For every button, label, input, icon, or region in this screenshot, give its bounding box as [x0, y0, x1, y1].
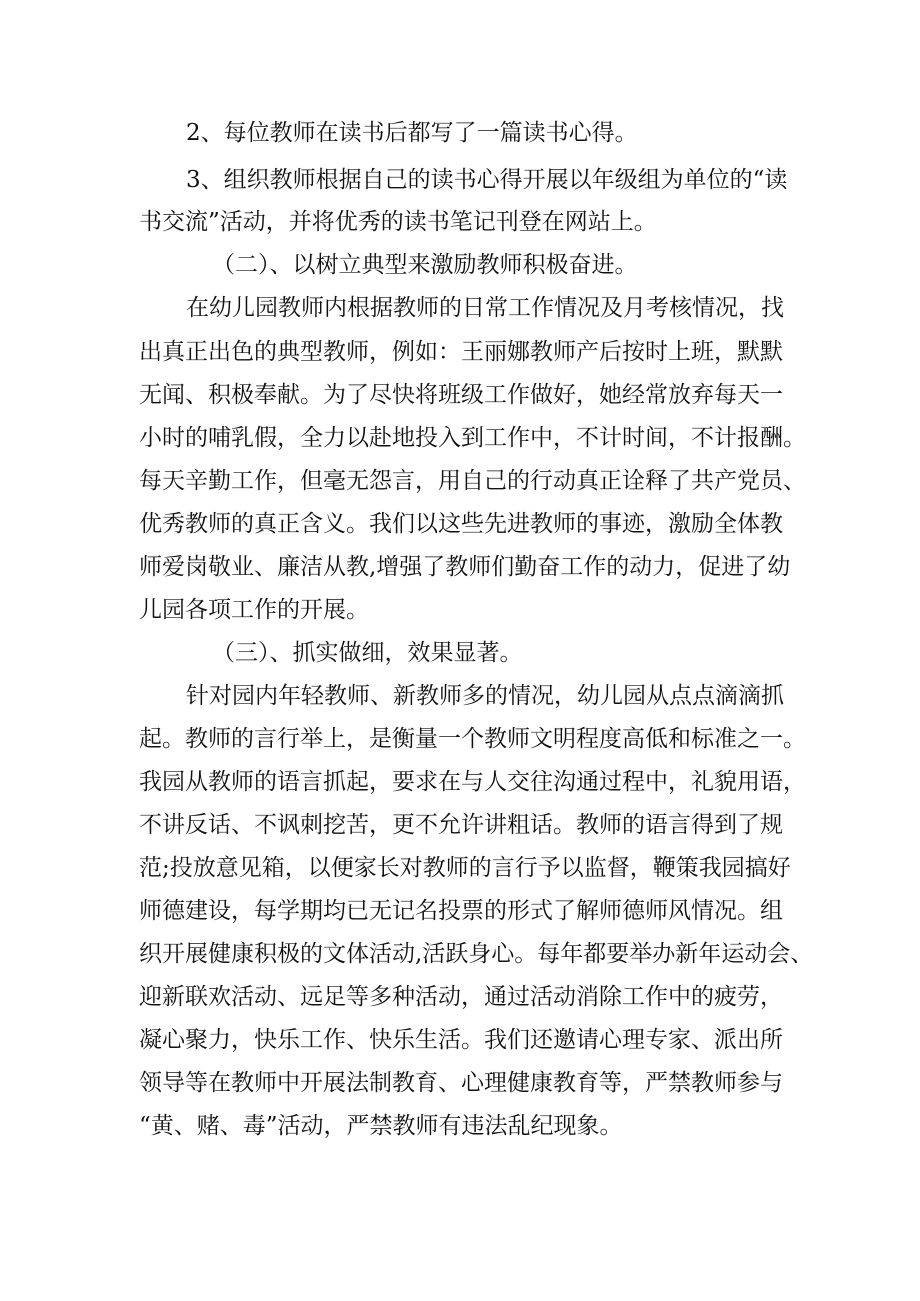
text-line: 每天辛勤工作，但毫无怨言，用自己的行动真正诠释了共产党员、: [139, 468, 806, 494]
section-heading: （三）、抓实做细，效果显著。: [212, 640, 523, 666]
text-line: 织开展健康积极的文体活动,活跃身心。每年都要举办新年运动会、: [139, 941, 814, 967]
text-line: 3、组织教师根据自己的读书心得开展以年级组为单位的“读: [186, 167, 788, 193]
text-line: 无闻、积极奉献。为了尽快将班级工作做好，她经常放弃每天一: [139, 382, 783, 408]
text-line: 针对园内年轻教师、新教师多的情况，幼儿园从点点滴滴抓: [186, 683, 784, 709]
text-line: 书交流”活动，并将优秀的读书笔记刊登在网站上。: [139, 209, 657, 235]
text-line: 我园从教师的语言抓起，要求在与人交往沟通过程中，礼貌用语，: [139, 769, 806, 795]
text-line: 领导等在教师中开展法制教育、心理健康教育等，严禁教师参与: [139, 1070, 783, 1096]
text-line: “黄、赌、毒”活动，严禁教师有违法乱纪现象。: [139, 1113, 623, 1139]
text-line: 师爱岗敬业、廉洁从教,增强了教师们勤奋工作的动力，促进了幼: [139, 554, 791, 580]
text-line: 起。教师的言行举上，是衡量一个教师文明程度高低和标准之一。: [139, 726, 806, 752]
text-line: 不讲反话、不讽刺挖苦，更不允许讲粗话。教师的语言得到了规: [139, 812, 783, 838]
text-line: 师德建设，每学期均已无记名投票的形式了解师德师风情况。组: [139, 898, 783, 924]
section-heading: （二）、以树立典型来激励教师积极奋进。: [212, 252, 638, 278]
text-line: 儿园各项工作的开展。: [139, 597, 369, 623]
text-line: 出真正出色的典型教师，例如：王丽娜教师产后按时上班，默默: [139, 339, 783, 365]
text-line: 2、每位教师在读书后都写了一篇读书心得。: [186, 120, 638, 146]
text-line: 凝心聚力，快乐工作、快乐生活。我们还邀请心理专家、派出所: [139, 1027, 783, 1053]
text-line: 在幼儿园教师内根据教师的日常工作情况及月考核情况，找: [186, 295, 784, 321]
text-line: 优秀教师的真正含义。我们以这些先进教师的事迹，激励全体教: [139, 511, 783, 537]
text-line: 范;投放意见箱，以便家长对教师的言行予以监督，鞭策我园搞好: [139, 855, 791, 881]
text-line: 迎新联欢活动、远足等多种活动，通过活动消除工作中的疲劳，: [139, 984, 783, 1010]
text-line: 小时的哺乳假，全力以赴地投入到工作中，不计时间，不计报酬。: [139, 425, 806, 451]
